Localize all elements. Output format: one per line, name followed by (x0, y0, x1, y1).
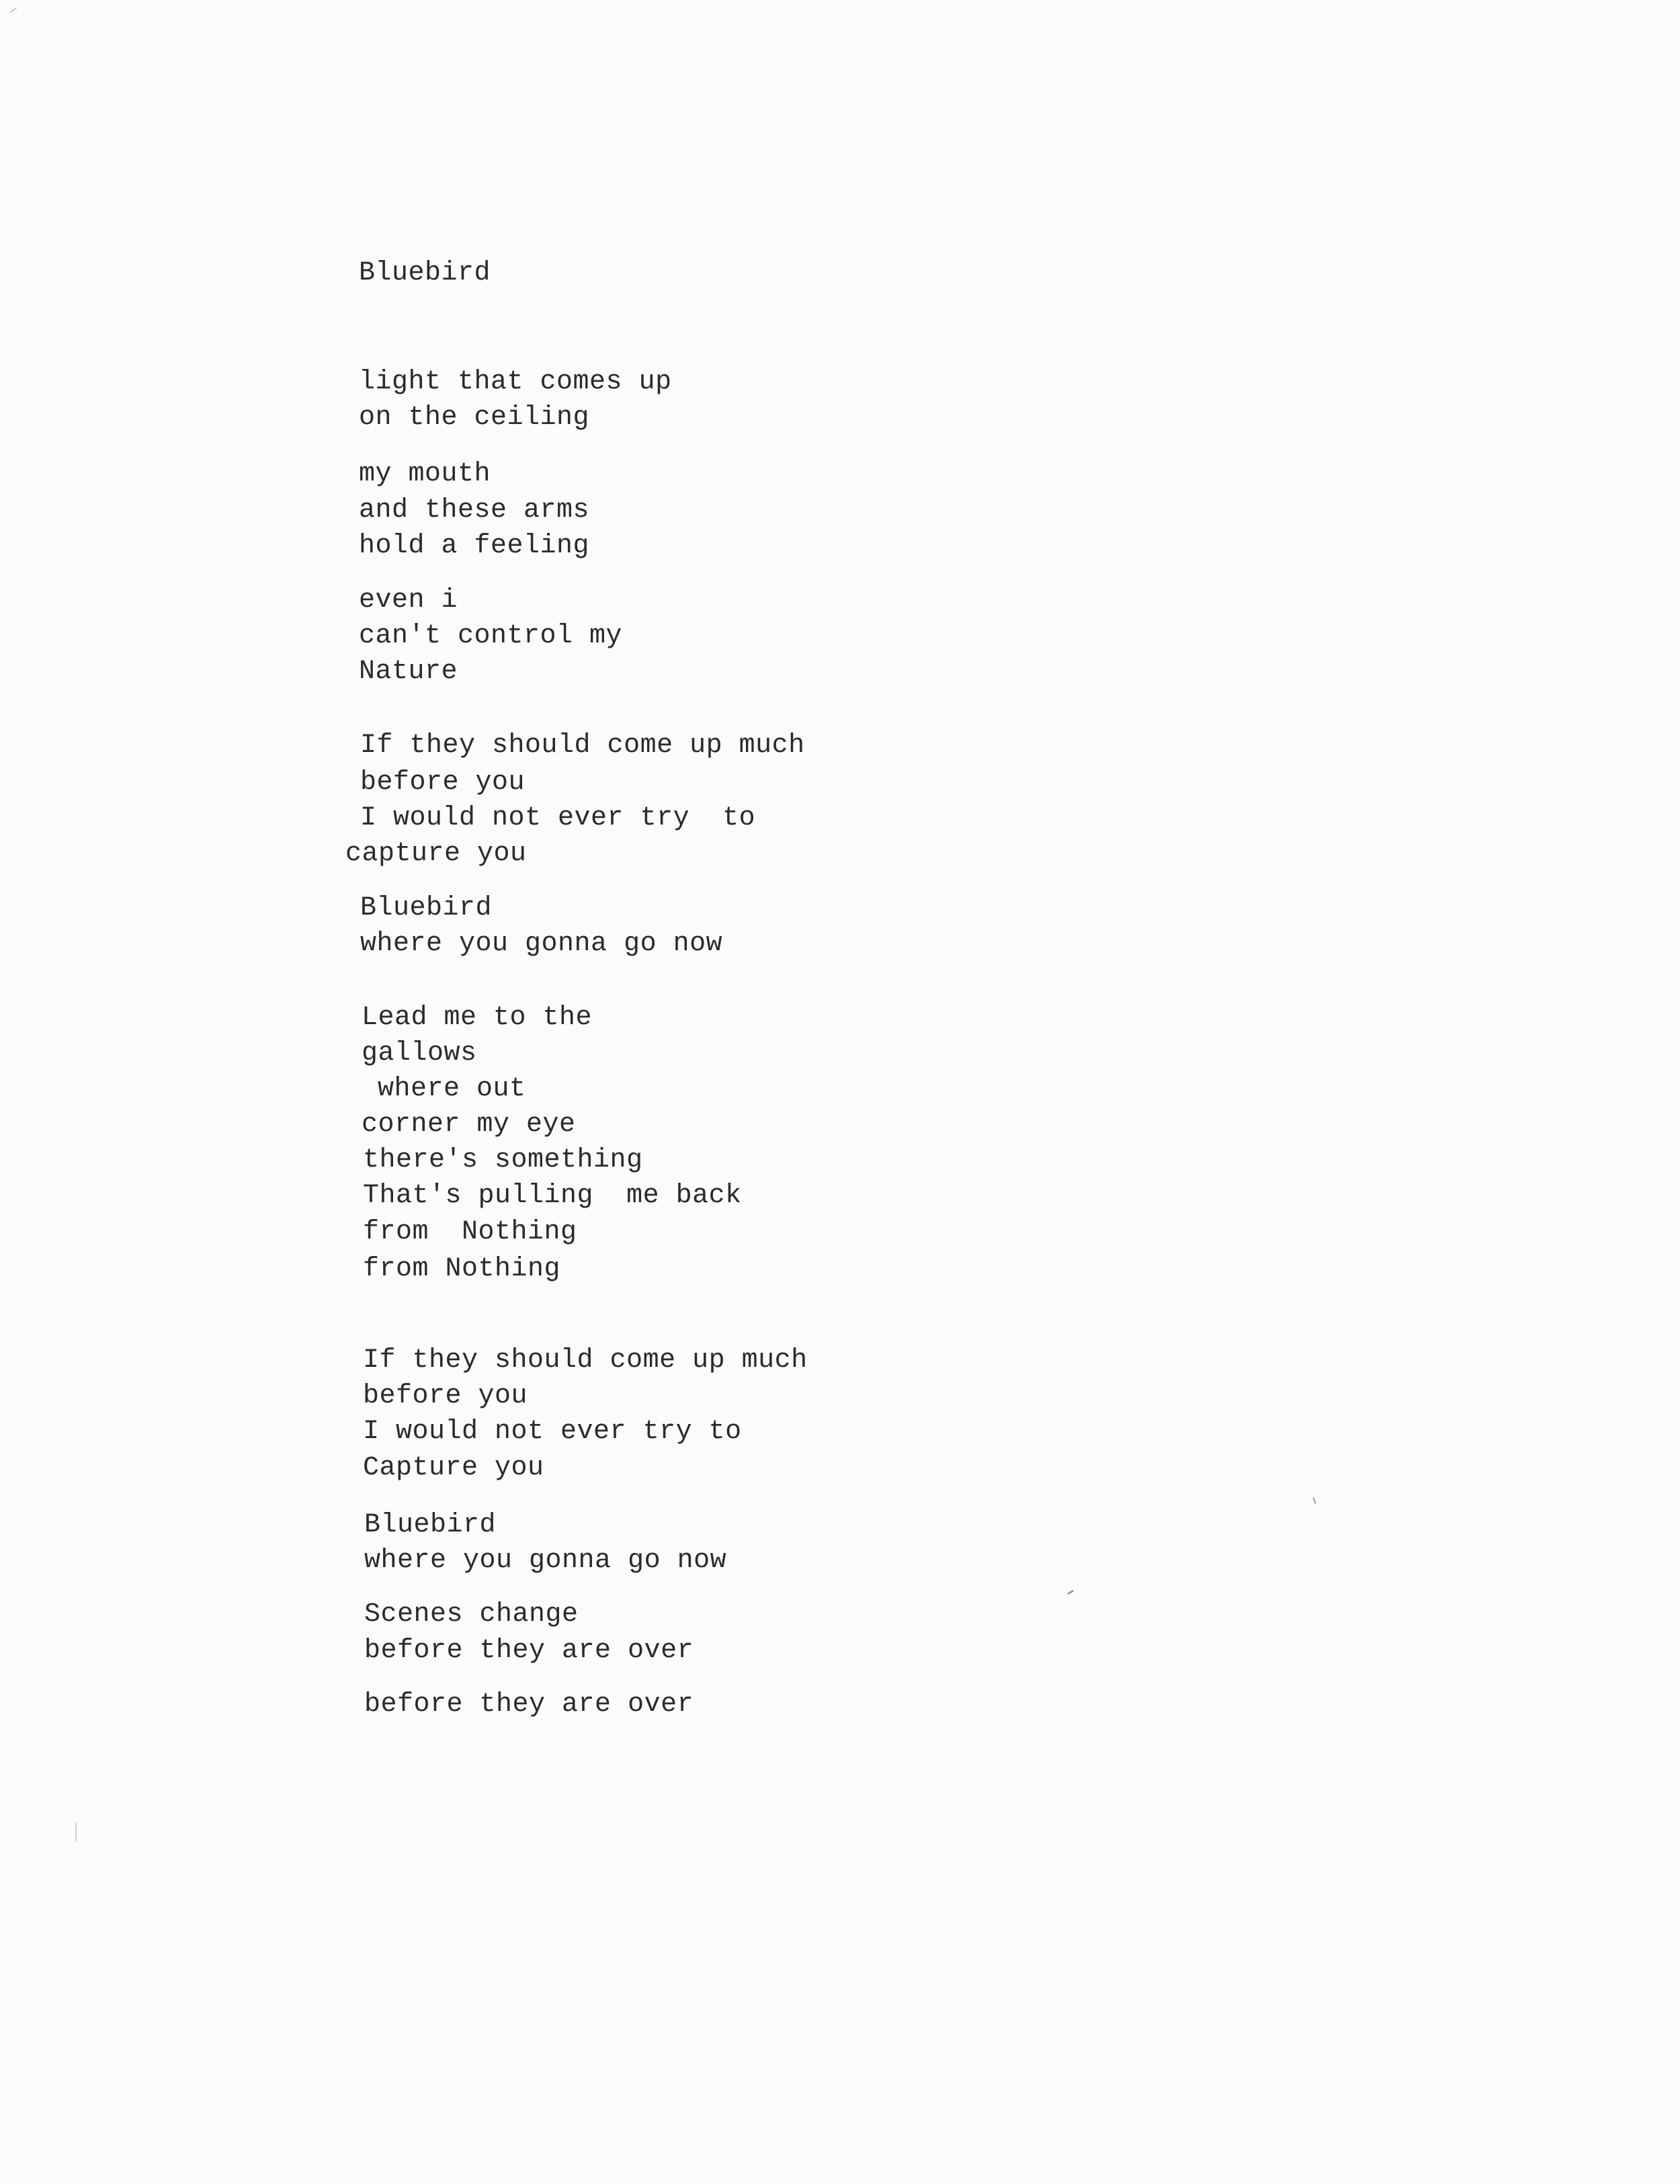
poem-line: Lead me to the (362, 1003, 593, 1033)
poem-line: gallows (362, 1038, 477, 1068)
poem-line: Nature (359, 657, 458, 687)
poem-line: If they should come up much (363, 1345, 808, 1376)
paper-fleck (75, 1822, 77, 1841)
poem-line: before you (363, 1381, 528, 1411)
poem-title: Bluebird (359, 258, 491, 288)
poem-line: Bluebird (360, 893, 493, 923)
poem-line: and these arms (359, 495, 590, 526)
poem-line: Capture you (363, 1453, 544, 1483)
poem-line: hold a feeling (359, 531, 590, 561)
poem-line: before they are over (364, 1636, 694, 1666)
paper-fleck (1312, 1497, 1316, 1504)
poem-line: If they should come up much (360, 730, 805, 761)
poem-line: capture you (345, 839, 527, 869)
paper-fleck (1067, 1590, 1074, 1595)
poem-line: there's something (363, 1145, 643, 1175)
poem-line: can't control my (359, 621, 623, 651)
poem-line: before you (360, 767, 526, 798)
poem-line: even i (359, 585, 458, 616)
poem-line: where out (378, 1074, 526, 1104)
poem-line: light that comes up (359, 367, 672, 397)
poem-line: my mouth (359, 459, 491, 489)
poem-line: on the ceiling (359, 403, 590, 433)
poem-line: where you gonna go now (360, 929, 723, 959)
poem-line: That's pulling me back (363, 1181, 742, 1211)
poem-line: from Nothing (363, 1217, 577, 1247)
poem-line: I would not ever try to (360, 803, 756, 833)
poem-line: from Nothing (363, 1254, 561, 1284)
poem-line: where you gonna go now (364, 1546, 727, 1576)
poem-line: Bluebird (364, 1510, 497, 1540)
poem-line: corner my eye (362, 1109, 576, 1140)
poem-line: before they are over (364, 1689, 694, 1720)
paper-fleck (10, 7, 17, 13)
poem-line: Scenes change (364, 1599, 579, 1630)
poem-line: I would not ever try to (363, 1417, 742, 1447)
